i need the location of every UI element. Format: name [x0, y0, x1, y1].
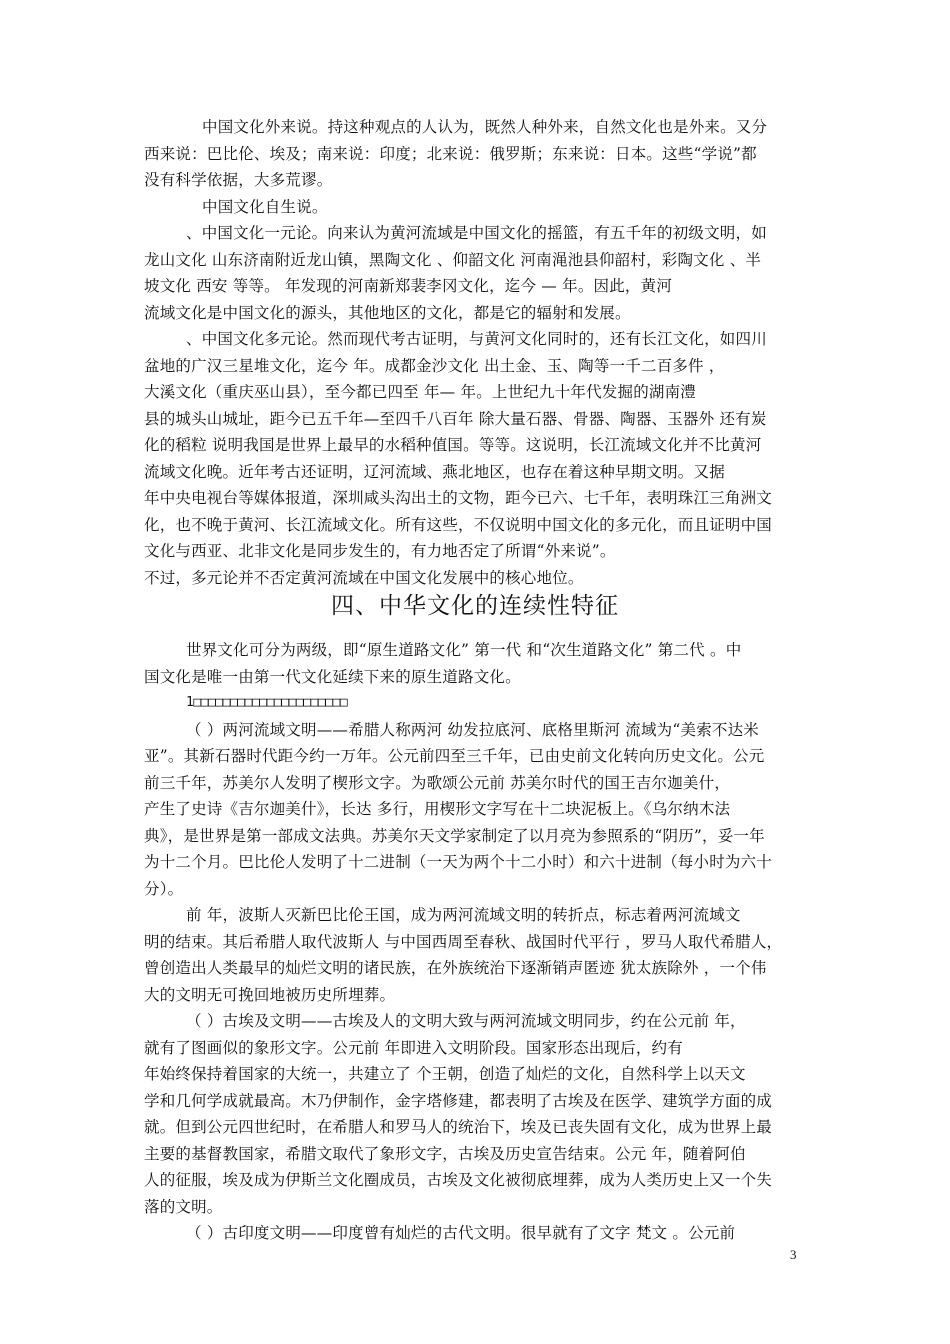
text-line: 学和几何学成就最高。木乃伊制作，金字塔修建，都表明了古埃及在医学、建筑学方面的成 — [144, 1091, 773, 1110]
text-line: 化的稻粒 说明我国是世界上最早的水稻种值国。等等。这说明，长江流域文化并不比黄河 — [144, 436, 762, 454]
text-line: 年始终保持着国家的大统一，共建立了 个王朝，创造了灿烂的文化，自然科学上以天文 — [144, 1065, 746, 1083]
text-line: 前 年，波斯人灭新巴比伦王国，成为两河流域文明的转折点，标志着两河流域文 — [186, 906, 741, 924]
text-line: 就有了图画似的象形文字。公元前 年即进入文明阶段。国家形态出现后，约有 — [144, 1038, 683, 1057]
text-line: 亚”。其新石器时代距今约一万年。公元前四至三千年，已由史前文化转向历史文化。公元 — [144, 747, 765, 765]
text-line: （ ）古埃及文明——古埃及人的文明大致与两河流域文明同步，约在公元前 年， — [186, 1012, 746, 1030]
text-line: 曾创造出人类最早的灿烂文明的诸民族，在外族统治下逐渐销声匿迹 犹太族除外 ，一个伟 — [144, 959, 767, 977]
text-line: 不过，多元论并不否定黄河流域在中国文化发展中的核心地位。 — [144, 568, 584, 587]
text-line: 县的城头山城址，距今已五千年—至四千八百年 除大量石器、骨器、陶器、玉器外 还有炭 — [144, 409, 767, 428]
text-line: 盆地的广汉三星堆文化，迄今 年。成都金沙文化 出土金、玉、陶等一千二百多件 ， — [144, 356, 725, 375]
text-line: 1□□□□□□□□□□□□□□□□□□□□□ — [186, 695, 348, 710]
text-line: 明的结束。其后希腊人取代波斯人 与中国西周至春秋、战国时代平行 ，罗马人取代希腊人， — [144, 932, 783, 951]
text-line: 文化与西亚、北非文化是同步发生的，有力地否定了所谓“外来说”。 — [144, 542, 616, 560]
text-line: 分）。 — [144, 879, 184, 898]
section-heading: 四、中华文化的连续性特征 — [331, 593, 619, 619]
text-line: 西来说：巴比伦、埃及；南来说：印度；北来说：俄罗斯；东来说：日本。这些“学说”都 — [144, 144, 757, 163]
text-line: （ ）两河流域文明——希腊人称两河 幼发拉底河、底格里斯河 流域为“美索不达米 — [186, 720, 760, 739]
text-line: 就。但到公元四世纪时，在希腊人和罗马人的统治下，埃及已丧失固有文化，成为世界上最 — [144, 1118, 773, 1136]
text-line: 国文化是唯一由第一代文化延续下来的原生道路文化。 — [144, 667, 521, 686]
page-number: 3 — [790, 1247, 797, 1262]
text-line: 龙山文化 山东济南附近龙山镇，黑陶文化 、仰韶文化 河南渑池县仰韶村，彩陶文化 、半 — [144, 250, 762, 269]
text-line: 典》，是世界是第一部成文法典。苏美尔天文学家制定了以月亮为参照系的“阴历”，妥一年 — [144, 826, 765, 845]
text-line: 、中国文化多元论。然而现代考古证明，与黄河文化同时的，还有长江文化，如四川 — [186, 330, 767, 348]
text-line: 流域文化晚。近年考古还证明，辽河流域、燕北地区，也存在着这种早期文明。又据 — [144, 462, 725, 481]
body-text-block-2 — [144, 637, 809, 1247]
text-line: 年中央电视台等媒体报道，深圳咸头沟出土的文物，距今已六、七千年，表明珠江三角洲文 — [144, 489, 773, 507]
text-line: 产生了史诗《吉尔迦美什》，长达 多行，用楔形文字写在十二块泥板上。《乌尔纳木法 — [144, 800, 731, 818]
text-line: 坡文化 西安 等等。 年发现的河南新郑裴李冈文化，迄今 — 年。因此，黄河 — [144, 277, 673, 295]
text-line: 前三千年，苏美尔人发明了楔形文字。为歌颂公元前 苏美尔时代的国王吉尔迦美什， — [144, 773, 731, 792]
text-line: 大的文明无可挽回地被历史所埋葬。 — [144, 985, 396, 1004]
text-line: 落的文明。 — [144, 1197, 223, 1216]
text-line: 中国文化外来说。持这种观点的人认为，既然人种外来，自然文化也是外来。又分 — [202, 118, 768, 136]
text-line: 人的征服，埃及成为伊斯兰文化圈成员，古埃及文化被彻底埋葬，成为人类历史上又一个失 — [144, 1171, 773, 1189]
text-line: （ ）古印度文明——印度曾有灿烂的古代文明。很早就有了文字 梵文 。公元前 — [186, 1224, 736, 1242]
text-line: 主要的基督教国家，希腊文取代了象形文字，古埃及历史宣告结束。公元 年，随着阿伯 — [144, 1144, 746, 1163]
text-line: 为十二个月。巴比伦人发明了十二进制（一天为两个十二小时）和六十进制（每小时为六十 — [144, 853, 773, 871]
text-line: 没有科学依据，大多荒谬。 — [144, 171, 333, 189]
text-line: 流域文化是中国文化的源头，其他地区的文化，都是它的辐射和发展。 — [144, 303, 631, 322]
text-line: 中国文化自生说。 — [202, 197, 328, 216]
text-line: 大溪文化（重庆巫山县），至今都已四至 年— 年。上世纪九十年代发掘的湖南澧 — [144, 383, 697, 401]
body-text-block-1 — [144, 114, 809, 591]
text-line: 化，也不晚于黄河、长江流域文化。所有这些，不仅说明中国文化的多元化，而且证明中国 — [144, 515, 773, 534]
text-line: 、中国文化一元论。向来认为黄河流域是中国文化的摇篮，有五千年的初级文明，如 — [186, 224, 767, 242]
text-line: 世界文化可分为两级，即“原生道路文化” 第一代 和“次生道路文化” 第二代 。中 — [186, 641, 742, 659]
